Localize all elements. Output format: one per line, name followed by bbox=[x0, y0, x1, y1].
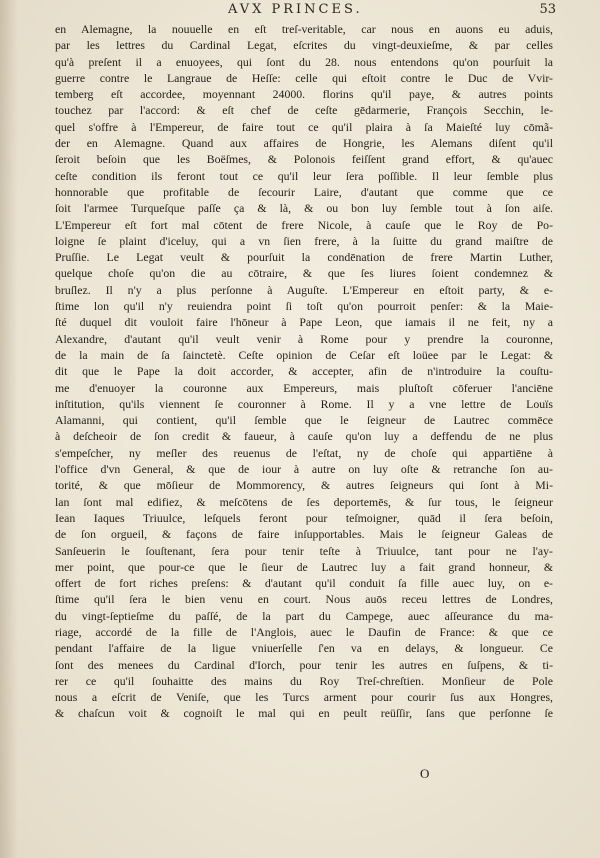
text-line: me d'enuoyer la couronne aux Empereurs, mais pluſtoſt cōferuer l'anciēne bbox=[55, 380, 553, 395]
catchword: O bbox=[420, 766, 430, 781]
text-line: Sanſeuerin le ſouſtenant, ſera pour tenir teſte à Triuulce, tant pour ne l'ay- bbox=[55, 543, 553, 558]
text-line: ſoit l'armee Turqueſque paſſe ça & là, & ou bon luy ſemble tout à ſon aiſe. bbox=[55, 201, 553, 216]
text-line: ſeroit beſoin que les Boëſmes, & Polonois feiſſent grand effort, & qu'auec bbox=[55, 152, 553, 167]
text-line: ſont des menees du Cardinal d'Iorch, pour tenir les autres en ſuſpens, & ti- bbox=[55, 657, 553, 672]
text-line: torité, & que mōſieur de Mommorency, & autres ſeigneurs qui ſont à Mi- bbox=[55, 478, 553, 493]
text-line: en Alemagne, la nouuelle en eſt treſ-veritable, car nous en auons eu aduis, bbox=[55, 22, 553, 36]
text-line: de la main de ſa ſainctetè. Ceſte opinion de Ceſar eſt loüee par le Legat: & bbox=[55, 347, 553, 362]
text-line: bruſlez. Il n'y a plus perſonne à Auguſte. L'Empereur en eſtoit party, & e- bbox=[55, 282, 553, 297]
text-line: riage, accordé de la fille de l'Anglois, auec le Daufin de France: & que ce bbox=[55, 624, 553, 639]
text-line: temberg eſt accordee, moyennant 24000. florins qu'il paye, & autres points bbox=[55, 87, 553, 102]
text-line: l'office d'vn General, & que de iour à autre on luy oſte & retranche ſon au- bbox=[55, 462, 553, 477]
text-line: ſtime lon qu'il n'y reuiendra point ſi toſt qu'on pourroit penſer: & la Maie- bbox=[55, 299, 553, 314]
text-line: ſtime qu'il ſera le bien venu en court. Nous auōs receu lettres de Londres, bbox=[55, 592, 553, 607]
text-line: qu'à preſent il a enuoyees, qui ſont du 28. nous entendons qu'on pourſuit la bbox=[55, 54, 553, 69]
text-line: mer point, que pour-ce que le ſieur de Lautrec luy a fait grand honneur, & bbox=[55, 559, 553, 574]
text-line: pendant l'affaire de la ligue vniuerſelle ſ'en va en delays, & longueur. Ce bbox=[55, 641, 553, 656]
text-line: guerre contre le Langraue de Heſſe: celle qui eſtoit contre le Duc de Vvir- bbox=[55, 70, 553, 85]
text-line: quelque choſe qu'on die au cōtraire, & que ſes liures ſoient condemnez & bbox=[55, 266, 553, 281]
text-line: Alexandre, d'autant qu'il veult venir à Rome pour y prendre la couronne, bbox=[55, 331, 553, 346]
text-line: loigne ſe plaint d'iceluy, qui a vn ſien frere, à la ſuitte du grand maiſtre de bbox=[55, 233, 553, 248]
text-line: der en Alemagne. Quand aux affaires de Hongrie, les Alemans diſent qu'il bbox=[55, 136, 553, 151]
text-line: Alamanni, qui contient, qu'il ſemble que le ſeigneur de Lautrec commēce bbox=[55, 413, 553, 428]
text-line: L'Empereur eſt fort mal cōtent de frere Nicole, à cauſe que le Roy de Po- bbox=[55, 217, 553, 232]
text-line: & chaſcun voit & cognoiſt le mal qui en peult reüſſir, ſans que perſonne ſe bbox=[55, 706, 553, 721]
text-line: Iean Iaques Triuulce, leſquels feront pour teſmoigner, quād il ſera beſoin, bbox=[55, 510, 553, 525]
text-line: de ſon orgueil, & façons de faire inſupportables. Mais le ſeigneur Galeas de bbox=[55, 527, 553, 542]
text-line: touchez par l'accord: & eſt chef de ceſte gēdarmerie, François Secchin, le- bbox=[55, 103, 553, 118]
running-head bbox=[0, 2, 600, 20]
text-line: dit que le Pape la doit accorder, & accepter, afin de n'introduire la couſtu- bbox=[55, 364, 553, 379]
body-text bbox=[55, 21, 553, 722]
text-line: Pruſſie. Le Legat veult & pourſuit la condēnation de frere Martin Luther, bbox=[55, 250, 553, 265]
text-line: par les lettres du Cardinal Legat, eſcrites du vingt-deuxieſme, & par celles bbox=[55, 38, 553, 53]
page-number: 53 bbox=[539, 2, 556, 17]
text-line: lan ſont mal edifiez, & meſcōtens de ſes deportemēs, & ſur tous, le ſeigneur bbox=[55, 494, 553, 509]
text-line: offert de fort riches preſens: & d'autant qu'il conduit ſa fille auec luy, on e- bbox=[55, 576, 553, 591]
text-line: du vingt-ſeptieſme du paſſé, de la part du Campege, auec aſſeurance du ma- bbox=[55, 608, 553, 623]
text-line: inſtitution, qu'ils viennent ſe couronner à Rome. Il y a vne lettre de Louïs bbox=[55, 396, 553, 411]
text-line: à deſcheoir de ſon credit & faueur, à cauſe qu'on luy a deffendu de ne plus bbox=[55, 429, 553, 444]
text-line: ſté duquel dit vouloit faire l'hōneur à Pape Leon, que iamais il ne feit, ny a bbox=[55, 315, 553, 330]
running-title: AVX PRINCES. bbox=[228, 2, 363, 17]
text-line: quel s'offre à l'Empereur, de faire tout ce qu'il plaira à ſa Maieſté luy cōmã- bbox=[55, 119, 553, 134]
text-line: s'empeſcher, ny meſler des reuenus de l'eſtat, ny de choſe qui appartiēne à bbox=[55, 445, 553, 460]
text-line: honnorable que profitable de ſecourir Laire, d'autant que comme que ce bbox=[55, 184, 553, 199]
text-line: ceſte condition ils feront tout ce qu'il leur ſera poſſible. Il leur ſemble plus bbox=[55, 168, 553, 183]
text-line: rer ce qu'il ſouhaitte des mains du Roy Treſ-chreſtien. Monſieur de Pole bbox=[55, 673, 553, 688]
text-line: nous a eſcrit de Veniſe, que les Turcs arment pour courir ſus aux Hongres, bbox=[55, 690, 553, 705]
